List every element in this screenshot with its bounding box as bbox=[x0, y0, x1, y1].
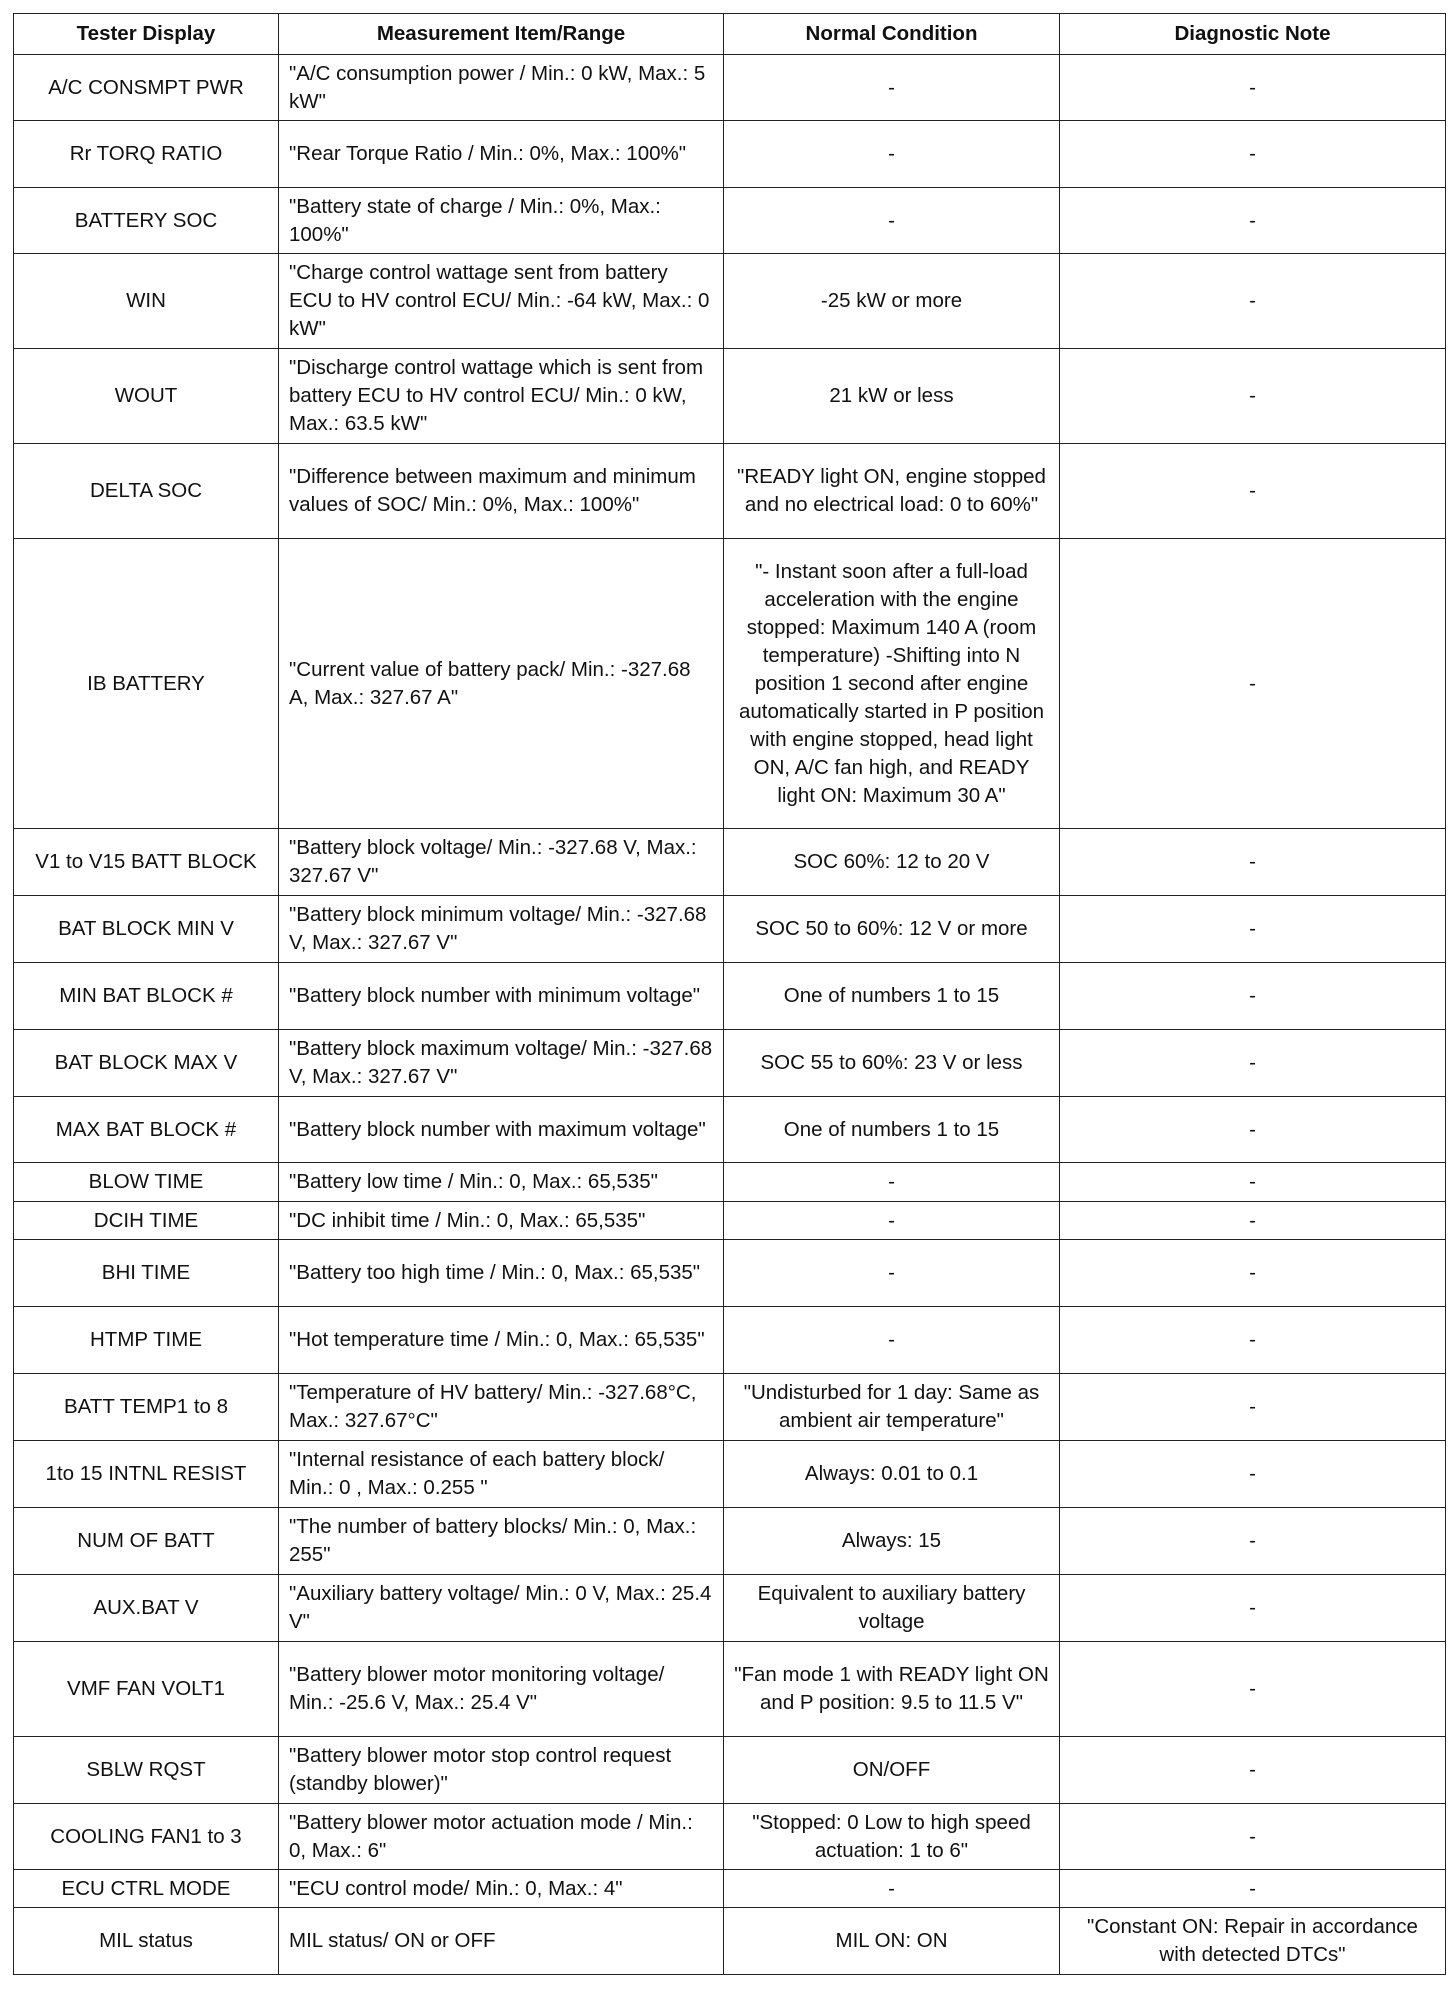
tester-display-cell: MIN BAT BLOCK # bbox=[14, 963, 279, 1030]
normal-condition-cell: SOC 55 to 60%: 23 V or less bbox=[724, 1030, 1060, 1097]
tester-display-cell: SBLW RQST bbox=[14, 1737, 279, 1804]
table-row bbox=[14, 1508, 1446, 1575]
diagnostic-note-cell: - bbox=[1060, 349, 1446, 444]
table-row bbox=[14, 55, 1446, 121]
table-row bbox=[14, 349, 1446, 444]
measurement-cell: "Battery state of charge / Min.: 0%, Max.: 100%" bbox=[279, 188, 724, 254]
tester-display-cell: IB BATTERY bbox=[14, 539, 279, 829]
table-row bbox=[14, 1737, 1446, 1804]
diagnostic-note-cell: - bbox=[1060, 1374, 1446, 1441]
diagnostic-note-cell: - bbox=[1060, 1240, 1446, 1307]
normal-condition-cell: Always: 15 bbox=[724, 1508, 1060, 1575]
diagnostic-note-cell: - bbox=[1060, 55, 1446, 121]
normal-condition-cell: - bbox=[724, 1307, 1060, 1374]
tester-display-cell: Rr TORQ RATIO bbox=[14, 121, 279, 188]
table-row bbox=[14, 1097, 1446, 1163]
measurement-cell: "Temperature of HV battery/ Min.: -327.68°C, Max.: 327.67°C" bbox=[279, 1374, 724, 1441]
normal-condition-cell: - bbox=[724, 1202, 1060, 1240]
diagnostic-note-cell: - bbox=[1060, 1202, 1446, 1240]
measurement-cell: "The number of battery blocks/ Min.: 0, Max.: 255" bbox=[279, 1508, 724, 1575]
table-row bbox=[14, 1804, 1446, 1870]
diagnostic-note-cell: - bbox=[1060, 1163, 1446, 1202]
diagnostic-note-cell: - bbox=[1060, 1804, 1446, 1870]
normal-condition-cell: ON/OFF bbox=[724, 1737, 1060, 1804]
measurement-cell: MIL status/ ON or OFF bbox=[279, 1908, 724, 1975]
tester-display-cell: WIN bbox=[14, 254, 279, 349]
diagnostic-note-cell: - bbox=[1060, 1870, 1446, 1908]
normal-condition-cell: "Stopped: 0 Low to high speed actuation: 1 to 6" bbox=[724, 1804, 1060, 1870]
tester-display-cell: DELTA SOC bbox=[14, 444, 279, 539]
normal-condition-cell: SOC 60%: 12 to 20 V bbox=[724, 829, 1060, 896]
table-row bbox=[14, 254, 1446, 349]
diagnostic-note-cell: - bbox=[1060, 1737, 1446, 1804]
normal-condition-cell: - bbox=[724, 1240, 1060, 1307]
normal-condition-cell: "Undisturbed for 1 day: Same as ambient air temperature" bbox=[724, 1374, 1060, 1441]
measurement-cell: "Battery block maximum voltage/ Min.: -327.68 V, Max.: 327.67 V" bbox=[279, 1030, 724, 1097]
diagnostic-note-cell: - bbox=[1060, 1030, 1446, 1097]
diagnostic-note-cell: - bbox=[1060, 829, 1446, 896]
tester-display-cell: WOUT bbox=[14, 349, 279, 444]
table-row bbox=[14, 896, 1446, 963]
table-row bbox=[14, 1870, 1446, 1908]
measurement-cell: "Battery block number with maximum voltage" bbox=[279, 1097, 724, 1163]
tester-display-cell: BAT BLOCK MAX V bbox=[14, 1030, 279, 1097]
table-body bbox=[14, 55, 1446, 1975]
normal-condition-cell: - bbox=[724, 55, 1060, 121]
normal-condition-cell: - bbox=[724, 1163, 1060, 1202]
table-row bbox=[14, 1163, 1446, 1202]
measurement-cell: "ECU control mode/ Min.: 0, Max.: 4" bbox=[279, 1870, 724, 1908]
table-row bbox=[14, 1908, 1446, 1975]
tester-display-cell: BATTERY SOC bbox=[14, 188, 279, 254]
tester-display-cell: NUM OF BATT bbox=[14, 1508, 279, 1575]
measurement-cell: "Battery blower motor actuation mode / Min.: 0, Max.: 6" bbox=[279, 1804, 724, 1870]
measurement-cell: "Battery blower motor stop control request (standby blower)" bbox=[279, 1737, 724, 1804]
diagnostic-note-cell: "Constant ON: Repair in accordance with detected DTCs" bbox=[1060, 1908, 1446, 1975]
table-row bbox=[14, 1374, 1446, 1441]
measurement-cell: "Internal resistance of each battery block/ Min.: 0 , Max.: 0.255 " bbox=[279, 1441, 724, 1508]
measurement-cell: "DC inhibit time / Min.: 0, Max.: 65,535" bbox=[279, 1202, 724, 1240]
diagnostic-note-cell: - bbox=[1060, 1097, 1446, 1163]
measurement-cell: "Discharge control wattage which is sent from battery ECU to HV control ECU/ Min.: 0 kW, Max.: 63.5 kW" bbox=[279, 349, 724, 444]
table-row bbox=[14, 444, 1446, 539]
measurement-cell: "Battery blower motor monitoring voltage/ Min.: -25.6 V, Max.: 25.4 V" bbox=[279, 1642, 724, 1737]
table-row bbox=[14, 963, 1446, 1030]
diagnostic-note-cell: - bbox=[1060, 188, 1446, 254]
tester-display-cell: MAX BAT BLOCK # bbox=[14, 1097, 279, 1163]
tester-display-cell: 1to 15 INTNL RESIST bbox=[14, 1441, 279, 1508]
normal-condition-cell: - bbox=[724, 188, 1060, 254]
normal-condition-cell: 21 kW or less bbox=[724, 349, 1060, 444]
tester-display-cell: AUX.BAT V bbox=[14, 1575, 279, 1642]
table-row bbox=[14, 829, 1446, 896]
table-row bbox=[14, 1202, 1446, 1240]
tester-display-cell: BATT TEMP1 to 8 bbox=[14, 1374, 279, 1441]
tester-display-cell: VMF FAN VOLT1 bbox=[14, 1642, 279, 1737]
header-tester-display: Tester Display bbox=[14, 14, 279, 55]
table-row bbox=[14, 188, 1446, 254]
table-header bbox=[14, 14, 1446, 55]
data-list-table bbox=[13, 13, 1446, 1975]
header-row bbox=[14, 14, 1446, 55]
measurement-cell: "Battery low time / Min.: 0, Max.: 65,535" bbox=[279, 1163, 724, 1202]
tester-display-cell: HTMP TIME bbox=[14, 1307, 279, 1374]
table-row bbox=[14, 1575, 1446, 1642]
table-row bbox=[14, 1441, 1446, 1508]
table-row bbox=[14, 1307, 1446, 1374]
measurement-cell: "Charge control wattage sent from battery ECU to HV control ECU/ Min.: -64 kW, Max.: 0 kW" bbox=[279, 254, 724, 349]
diagnostic-note-cell: - bbox=[1060, 1441, 1446, 1508]
diagnostic-note-cell: - bbox=[1060, 539, 1446, 829]
normal-condition-cell: One of numbers 1 to 15 bbox=[724, 1097, 1060, 1163]
diagnostic-note-cell: - bbox=[1060, 1642, 1446, 1737]
measurement-cell: "Battery block voltage/ Min.: -327.68 V, Max.: 327.67 V" bbox=[279, 829, 724, 896]
diagnostic-note-cell: - bbox=[1060, 1307, 1446, 1374]
tester-display-cell: COOLING FAN1 to 3 bbox=[14, 1804, 279, 1870]
tester-display-cell: MIL status bbox=[14, 1908, 279, 1975]
measurement-cell: "Battery too high time / Min.: 0, Max.: 65,535" bbox=[279, 1240, 724, 1307]
tester-display-cell: A/C CONSMPT PWR bbox=[14, 55, 279, 121]
table-row bbox=[14, 1240, 1446, 1307]
diagnostic-note-cell: - bbox=[1060, 254, 1446, 349]
measurement-cell: "Difference between maximum and minimum values of SOC/ Min.: 0%, Max.: 100%" bbox=[279, 444, 724, 539]
normal-condition-cell: "READY light ON, engine stopped and no electrical load: 0 to 60%" bbox=[724, 444, 1060, 539]
header-diagnostic-note: Diagnostic Note bbox=[1060, 14, 1446, 55]
table-row bbox=[14, 121, 1446, 188]
table-row bbox=[14, 539, 1446, 829]
data-list-page bbox=[13, 13, 1445, 1975]
measurement-cell: "Current value of battery pack/ Min.: -327.68 A, Max.: 327.67 A" bbox=[279, 539, 724, 829]
header-measurement-item: Measurement Item/Range bbox=[279, 14, 724, 55]
diagnostic-note-cell: - bbox=[1060, 963, 1446, 1030]
diagnostic-note-cell: - bbox=[1060, 121, 1446, 188]
normal-condition-cell: One of numbers 1 to 15 bbox=[724, 963, 1060, 1030]
measurement-cell: "Battery block minimum voltage/ Min.: -327.68 V, Max.: 327.67 V" bbox=[279, 896, 724, 963]
measurement-cell: "Rear Torque Ratio / Min.: 0%, Max.: 100%" bbox=[279, 121, 724, 188]
header-normal-condition: Normal Condition bbox=[724, 14, 1060, 55]
measurement-cell: "Battery block number with minimum voltage" bbox=[279, 963, 724, 1030]
normal-condition-cell: "- Instant soon after a full-load acceleration with the engine stopped: Maximum 140 A (room temperature) -Shifting into N position 1 second after engine automatically started in P position with engine stopped, head light ON, A/C fan high, and READY light ON: Maximum 30 A" bbox=[724, 539, 1060, 829]
normal-condition-cell: Always: 0.01 to 0.1 bbox=[724, 1441, 1060, 1508]
tester-display-cell: V1 to V15 BATT BLOCK bbox=[14, 829, 279, 896]
table-row bbox=[14, 1642, 1446, 1737]
normal-condition-cell: - bbox=[724, 1870, 1060, 1908]
measurement-cell: "A/C consumption power / Min.: 0 kW, Max.: 5 kW" bbox=[279, 55, 724, 121]
diagnostic-note-cell: - bbox=[1060, 444, 1446, 539]
normal-condition-cell: "Fan mode 1 with READY light ON and P position: 9.5 to 11.5 V" bbox=[724, 1642, 1060, 1737]
tester-display-cell: BHI TIME bbox=[14, 1240, 279, 1307]
normal-condition-cell: - bbox=[724, 121, 1060, 188]
diagnostic-note-cell: - bbox=[1060, 896, 1446, 963]
table-row bbox=[14, 1030, 1446, 1097]
measurement-cell: "Auxiliary battery voltage/ Min.: 0 V, Max.: 25.4 V" bbox=[279, 1575, 724, 1642]
measurement-cell: "Hot temperature time / Min.: 0, Max.: 65,535" bbox=[279, 1307, 724, 1374]
normal-condition-cell: -25 kW or more bbox=[724, 254, 1060, 349]
diagnostic-note-cell: - bbox=[1060, 1508, 1446, 1575]
diagnostic-note-cell: - bbox=[1060, 1575, 1446, 1642]
normal-condition-cell: Equivalent to auxiliary battery voltage bbox=[724, 1575, 1060, 1642]
tester-display-cell: ECU CTRL MODE bbox=[14, 1870, 279, 1908]
normal-condition-cell: SOC 50 to 60%: 12 V or more bbox=[724, 896, 1060, 963]
tester-display-cell: BLOW TIME bbox=[14, 1163, 279, 1202]
tester-display-cell: DCIH TIME bbox=[14, 1202, 279, 1240]
tester-display-cell: BAT BLOCK MIN V bbox=[14, 896, 279, 963]
normal-condition-cell: MIL ON: ON bbox=[724, 1908, 1060, 1975]
